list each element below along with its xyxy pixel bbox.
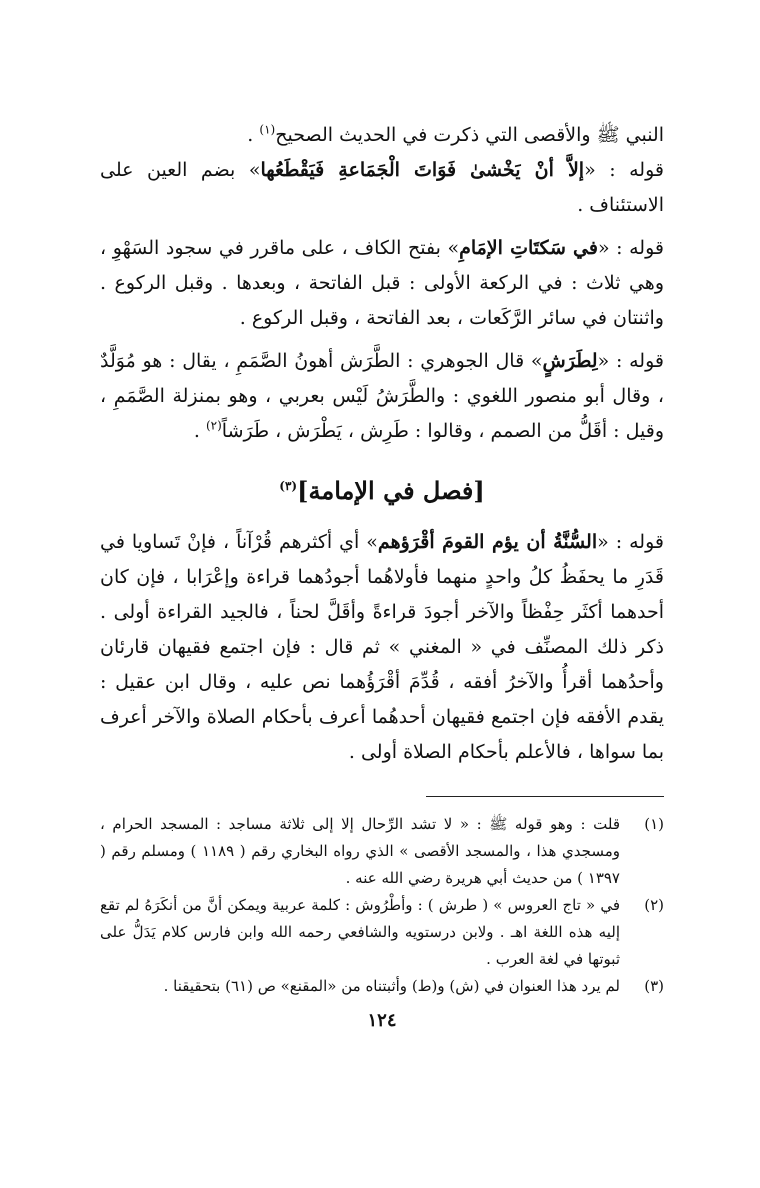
body-text: » أي أكثرهم قُرْآناً ، فإنْ تَساويا في قَدَرِ ما يحفَظُ كلُ واحدٍ منهما فأولاهُما أجودُهما قراءة وإعْرَابا ، فإن كان أحدهما أكثَر حِفْظاً والآخر أجودَ قراءةً وأقَلَّ لحناً ، فالجيد القراءة أولى . ذكر ذلك المصنِّف في « المغني » ثم قال : فإن اجتمع فقيهان قارئان وأحدُهما أقرأُ والآخرُ أفقه ، قُدِّمَ أقْرَؤُهما نص عليه ، وقال ابن عقيل : يقدم الأفقه فإن اجتمع فقيهان أحدهُما أعرف بأحكام الصلاة والآخر أعرف بما سواها ، فالأعلم بأحكام الصلاة أولى . [100, 531, 664, 763]
section-title-text: [فصل في الإمامة] [297, 476, 485, 505]
footnote-number: (٢) [644, 896, 664, 914]
paragraph-4 [100, 344, 664, 449]
section-title [100, 471, 664, 511]
page-content [100, 118, 664, 1031]
quoted-text: لِطَرَشٍ [542, 350, 598, 372]
body-text: قوله : « [584, 159, 664, 181]
body-text: النبي ﷺ والأقصى التي ذكرت في الحديث الصحيح [275, 124, 664, 146]
footnote-1 [100, 811, 664, 892]
footnote-ref[interactable]: (٣) [279, 479, 298, 493]
footnote-number: (١) [644, 815, 664, 833]
quoted-text: في سَكتَاتِ الإمَامِ [459, 237, 598, 259]
quoted-text: إلاَّ أنْ يَخْشىٰ فَوَاتَ الْجَمَاعةِ فَيَقْطَعُها [260, 159, 585, 181]
body-text: » بفتح الكاف ، على ماقرر في سجود السَهْوِ ، وهي ثلاث : في الركعة الأولى : قبل الفاتحة ، وبعدها . وقبل الركوع . واثنتان في سائر الرَّكَعات ، بعد الفاتحة ، وقبل الركوع . [100, 237, 664, 329]
body-text: » قال الجوهري : الطَّرَش أهونُ الصَّمَمِ ، يقال : هو مُوَلَّدٌ ، وقال أبو منصور اللغوي : والطَّرَشُ لَيْس بعربي ، وهو بمنزلة الصَّمَمِ ، وقيل : أقَلُّ من الصمم ، وقالوا : طَرِش ، يَطْرَش ، طَرَشاً [100, 350, 664, 442]
paragraph-3 [100, 231, 664, 336]
footnote-ref[interactable]: (٢) [205, 418, 222, 433]
footnote-2 [100, 892, 664, 973]
body-text: » بضم العين على الاستئناف . [100, 159, 664, 216]
footnote-3 [100, 973, 664, 1000]
footnote-ref[interactable]: (١) [259, 122, 276, 137]
footnote-number: (٣) [644, 977, 664, 995]
footnote-text: في « تاج العروس » ( طرش ) : وأطْرُوش : كلمة عربية ويمكن أنَّ من أنكَرَهُ لم تقع إليه هذه اللغة اهـ . ولابن درستويه والشافعي رحمه الله وابن فارس كلام يَدَلُّ على ثبوتها في لغة العرب . [100, 896, 620, 968]
body-text: قوله : « [597, 350, 664, 372]
footnote-text: لم يرد هذا العنوان في (ش) و(ط) وأثبتناه من «المقنع» ص (٦١) بتحقيقنا . [163, 977, 620, 995]
paragraph-5 [100, 525, 664, 770]
page-number: ١٢٤ [367, 1010, 397, 1031]
body-text: قوله : « [597, 531, 664, 553]
body-text: قوله : « [597, 237, 664, 259]
footnote-text: قلت : وهو قوله ﷺ : « لا تشد الرِّحال إلا إلى ثلاثة مساجد : المسجد الحرام ، ومسجدي هذا ، والمسجد الأقصى » الذي رواه البخاري رقم ( ١١٨٩ ) ومسلم رقم ( ١٣٩٧ ) من حديث أبي هريرة رضي الله عنه . [100, 815, 620, 887]
paragraph-2 [100, 153, 664, 223]
body-text: . [193, 420, 206, 442]
footnote-divider [426, 796, 664, 797]
body-text: . [247, 124, 260, 146]
body-line-1 [100, 118, 664, 153]
quoted-text: السُّنَّةُ أن يؤم القومَ أقْرَؤهم [377, 531, 598, 553]
